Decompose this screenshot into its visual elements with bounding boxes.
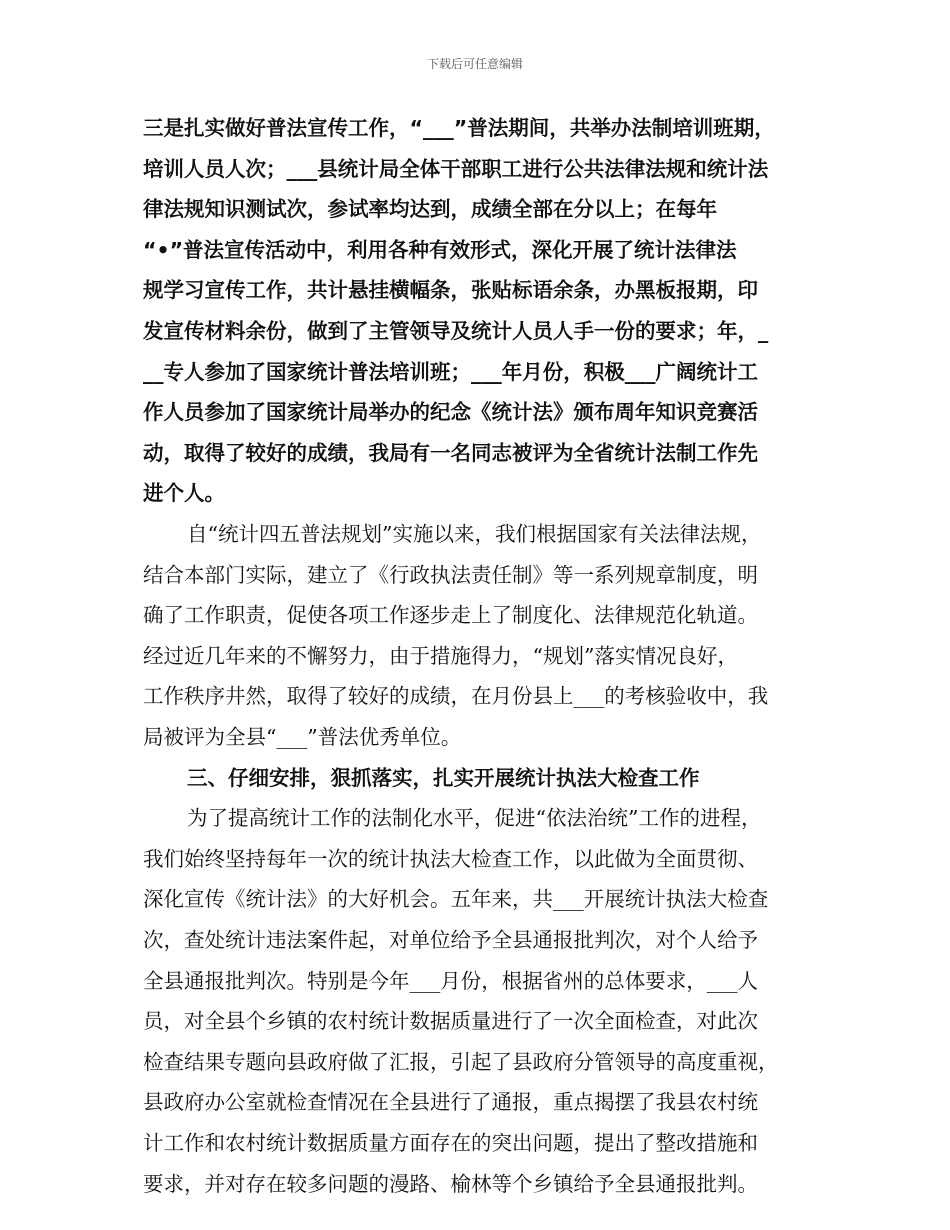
paragraph-line: 经过近几年来的不懈努力，由于措施得力，“规划”落实情况良好， [143,644,738,668]
paragraph-line: 发宣传材料余份，做到了主管领导及统计人员人手一份的要求；年，_ [143,319,769,343]
paragraph-line: 动，取得了较好的成绩，我局有一名同志被评为全省统计法制工作先 [143,441,758,465]
section-heading: 三、仔细安排，狠抓落实，扎实开展统计执法大检查工作 [187,766,700,790]
paragraph-line: 检查结果专题向县政府做了汇报，引起了县政府分管领导的高度重视， [143,1050,779,1074]
paragraph-line: 规学习宣传工作，共计悬挂横幅条，张贴标语余条，办黑板报期，印 [143,278,758,302]
paragraph-line: 深化宣传《统计法》的大好机会。五年来，共___开展统计执法大检查 [143,887,769,911]
paragraph-line: 员，对全县个乡镇的农村统计数据质量进行了一次全面检查，对此次 [143,1009,758,1033]
paragraph-line: 计工作和农村统计数据质量方面存在的突出问题，提出了整改措施和 [143,1131,758,1155]
paragraph-line: 全县通报批判次。特别是今年___月份，根据省州的总体要求，___人 [143,969,758,993]
paragraph-line: 自“统计四五普法规划”实施以来，我们根据国家有关法律法规， [187,522,762,546]
paragraph-line: 要求，并对存在较多问题的漫路、榆林等个乡镇给予全县通报批判。 [143,1172,758,1196]
paragraph-line: “•”普法宣传活动中，利用各种有效形式，深化开展了统计法律法 [143,238,737,262]
header-note: 下载后可任意编辑 [426,57,523,71]
paragraph-line: 三是扎实做好普法宣传工作，“___”普法期间，共举办法制培训班期， [143,116,775,140]
paragraph-line: __专人参加了国家统计普法培训班；___年月份，积极___广阔统计工 [143,360,758,384]
paragraph-line: 次，查处统计违法案件起，对单位给予全县通报批判次，对个人给予 [143,928,758,952]
paragraph-line: 确了工作职责，促使各项工作逐步走上了制度化、法律规范化轨道。 [143,603,758,627]
paragraph-line: 作人员参加了国家统计局举办的纪念《统计法》颁布周年知识竞赛活 [143,400,758,424]
paragraph-line: 培训人员人次；___县统计局全体干部职工进行公共法律法规和统计法 [143,157,769,181]
paragraph-line: 律法规知识测试次，参试率均达到，成绩全部在分以上；在每年 [143,197,717,221]
paragraph-line: 进个人。 [143,481,225,505]
paragraph-line: 为了提高统计工作的法制化水平，促进“依法治统”工作的进程， [187,806,762,830]
paragraph-line: 结合本部门实际，建立了《行政执法责任制》等一系列规章制度，明 [143,563,758,587]
paragraph-line: 县政府办公室就检查情况在全县进行了通报，重点揭摆了我县农村统 [143,1090,758,1114]
paragraph-line: 局被评为全县“___”普法优秀单位。 [143,725,462,749]
paragraph-line: 工作秩序井然，取得了较好的成绩，在月份县上___的考核验收中，我 [143,684,769,708]
paragraph-line: 我们始终坚持每年一次的统计执法大检查工作，以此做为全面贯彻、 [143,847,758,871]
